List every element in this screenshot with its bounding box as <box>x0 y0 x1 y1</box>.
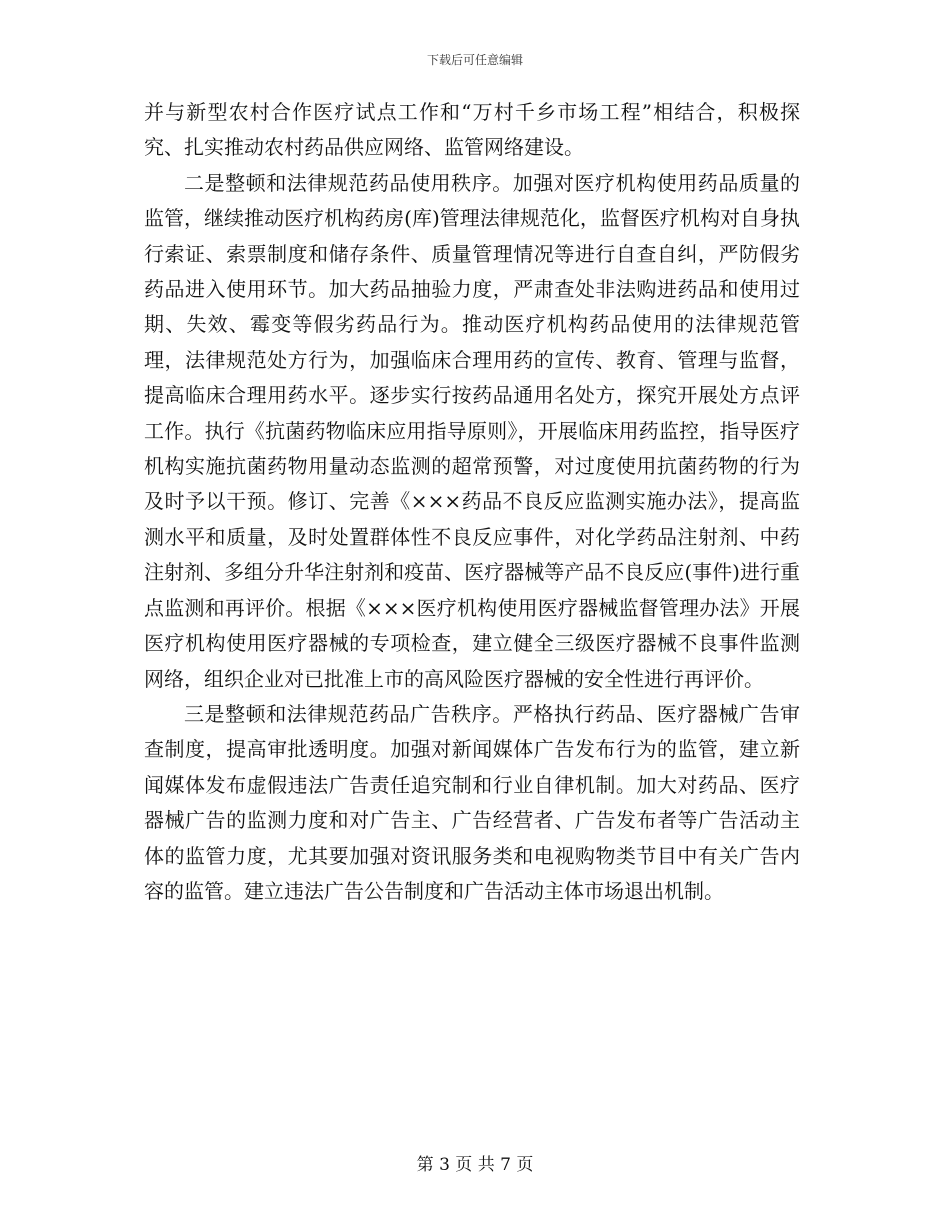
document-body <box>144 95 800 909</box>
paragraph-drug-use-order: 二是整顿和法律规范药品使用秩序。加强对医疗机构使用药品质量的监管，继续推动医疗机构药房(库)管理法律规范化，监督医疗机构对自身执行索证、索票制度和储存条件、质量管理情况等进行自查自纠，严防假劣药品进入使用环节。加大药品抽验力度，严肃查处非法购进药品和使用过期、失效、霉变等假劣药品行为。推动医疗机构药品使用的法律规范管理，法律规范处方行为，加强临床合理用药的宣传、教育、管理与监督，提高临床合理用药水平。逐步实行按药品通用名处方，探究开展处方点评工作。执行《抗菌药物临床应用指导原则》，开展临床用药监控，指导医疗机构实施抗菌药物用量动态监测的超常预警，对过度使用抗菌药物的行为及时予以干预。修订、完善《×××药品不良反应监测实施办法》，提高监测水平和质量，及时处置群体性不良反应事件，对化学药品注射剂、中药注射剂、多组分升华注射剂和疫苗、医疗器械等产品不良反应(事件)进行重点监测和再评价。根据《×××医疗机构使用医疗器械监督管理办法》开展医疗机构使用医疗器械的专项检查，建立健全三级医疗器械不良事件监测网络，组织企业对已批准上市的高风险医疗器械的安全性进行再评价。 <box>144 170 800 691</box>
page-header-note: 下载后可任意编辑 <box>426 53 523 67</box>
page-number-footer: 第 3 页 共 7 页 <box>416 1155 534 1175</box>
paragraph-drug-advertising-order: 三是整顿和法律规范药品广告秩序。严格执行药品、医疗器械广告审查制度，提高审批透明度。加强对新闻媒体广告发布行为的监管，建立新闻媒体发布虚假违法广告责任追究制和行业自律机制。加大对药品、医疗器械广告的监测力度和对广告主、广告经营者、广告发布者等广告活动主体的监管力度，尤其要加强对资讯服务类和电视购物类节目中有关广告内容的监管。建立违法广告公告制度和广告活动主体市场退出机制。 <box>144 701 800 903</box>
paragraph-continued: 并与新型农村合作医疗试点工作和“万村千乡市场工程”相结合，积极探究、扎实推动农村药品供应网络、监管网络建设。 <box>144 100 800 160</box>
